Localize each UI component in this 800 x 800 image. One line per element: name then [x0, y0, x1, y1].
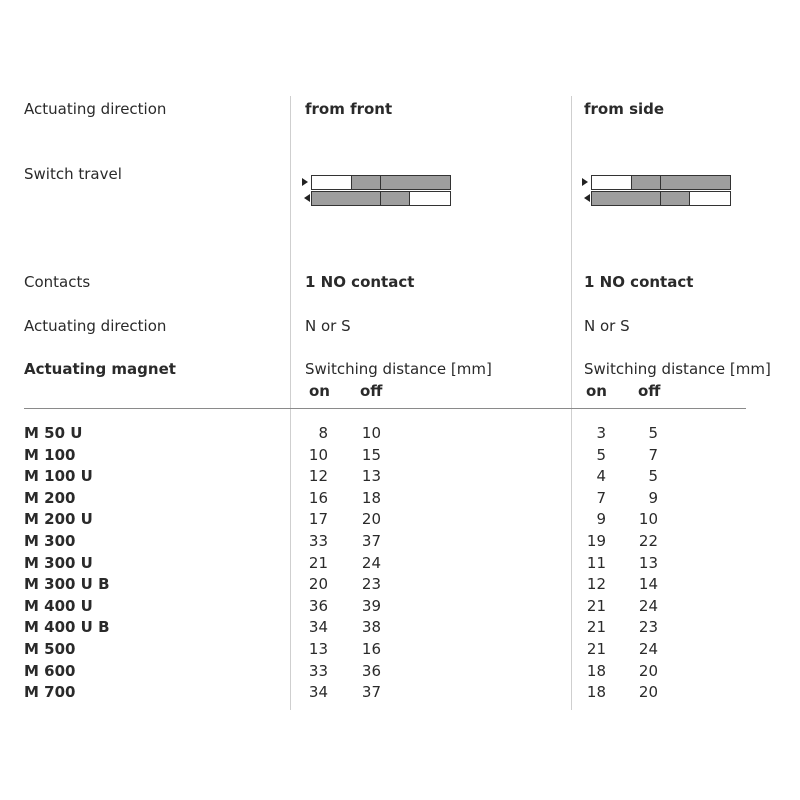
- magnet-name: M 200 U: [24, 510, 93, 529]
- travel-bar-on: [591, 175, 731, 190]
- arrow-left-icon: [304, 194, 310, 202]
- magnet-name: M 400 U: [24, 596, 93, 615]
- side-on-value: 18: [586, 683, 606, 702]
- front-on-value: 21: [308, 553, 328, 572]
- front-on-value: 8: [318, 424, 328, 442]
- front-on-value: 16: [308, 488, 328, 507]
- front-off-value: 13: [361, 467, 381, 486]
- front-on-value: 34: [308, 683, 328, 702]
- travel-bar-off: [591, 191, 731, 206]
- side-on-value: 21: [586, 640, 606, 658]
- magnet-name: M 100 U: [24, 467, 93, 486]
- travel-bar-off: [311, 191, 451, 206]
- side-off-value: 24: [638, 596, 658, 615]
- magnet-name: M 700: [24, 683, 76, 702]
- front-direction: from front: [305, 100, 393, 118]
- magnet-name: M 50 U: [24, 424, 83, 442]
- arrow-right-icon: [302, 178, 308, 186]
- side-direction: from side: [584, 100, 665, 118]
- front-off-value: 36: [361, 661, 381, 680]
- side-on-value: 5: [596, 445, 606, 464]
- label-actuating-direction-2: Actuating direction: [24, 317, 167, 335]
- magnet-name: M 300: [24, 532, 76, 550]
- side-on-header: on: [586, 382, 607, 400]
- side-on-value: 4: [596, 467, 606, 486]
- front-on-header: on: [309, 382, 330, 400]
- front-off-value: 10: [361, 424, 381, 442]
- side-on-value: 11: [586, 553, 606, 572]
- travel-bar-on: [311, 175, 451, 190]
- front-on-value: 12: [308, 467, 328, 486]
- side-on-value: 21: [586, 618, 606, 637]
- front-off-value: 18: [361, 488, 381, 507]
- side-on-value: 12: [586, 575, 606, 594]
- side-on-value: 18: [586, 661, 606, 680]
- front-off-value: 23: [361, 575, 381, 594]
- table-header-rule: [24, 408, 746, 409]
- front-off-value: 15: [361, 445, 381, 464]
- side-off-header: off: [638, 382, 661, 400]
- arrow-left-icon: [584, 194, 590, 202]
- side-on-value: 19: [586, 532, 606, 550]
- magnet-name: M 400 U B: [24, 618, 110, 637]
- front-off-value: 20: [361, 510, 381, 529]
- magnet-name: M 500: [24, 640, 76, 658]
- side-actuating-direction: N or S: [584, 317, 630, 335]
- front-on-value: 10: [308, 445, 328, 464]
- side-switching-distance: Switching distance [mm]: [584, 360, 771, 378]
- magnet-name: M 100: [24, 445, 76, 464]
- front-off-value: 37: [361, 532, 381, 550]
- side-off-value: 5: [648, 467, 658, 486]
- front-on-value: 34: [308, 618, 328, 637]
- side-contacts: 1 NO contact: [584, 273, 694, 291]
- front-contacts: 1 NO contact: [305, 273, 415, 291]
- front-switching-distance: Switching distance [mm]: [305, 360, 492, 378]
- arrow-right-icon: [582, 178, 588, 186]
- front-off-value: 24: [361, 553, 381, 572]
- label-contacts: Contacts: [24, 273, 91, 291]
- side-off-value: 14: [638, 575, 658, 594]
- front-on-value: 33: [308, 532, 328, 550]
- magnet-name: M 600: [24, 661, 76, 680]
- side-switch-travel-diagram: [582, 174, 732, 208]
- front-actuating-direction: N or S: [305, 317, 351, 335]
- front-off-value: 38: [361, 618, 381, 637]
- front-off-value: 39: [361, 596, 381, 615]
- side-on-value: 3: [596, 424, 606, 442]
- front-on-value: 13: [308, 640, 328, 658]
- side-off-value: 20: [638, 683, 658, 702]
- side-off-value: 10: [638, 510, 658, 529]
- side-off-value: 7: [648, 445, 658, 464]
- side-off-value: 9: [648, 488, 658, 507]
- front-switch-travel-diagram: [302, 174, 452, 208]
- front-off-value: 16: [361, 640, 381, 658]
- side-on-value: 21: [586, 596, 606, 615]
- front-off-value: 37: [361, 683, 381, 702]
- front-on-value: 20: [308, 575, 328, 594]
- label-actuating-magnet: Actuating magnet: [24, 360, 176, 378]
- side-on-value: 9: [596, 510, 606, 529]
- front-on-value: 33: [308, 661, 328, 680]
- side-off-value: 24: [638, 640, 658, 658]
- label-switch-travel: Switch travel: [24, 165, 122, 183]
- column-divider-side: [571, 96, 572, 710]
- front-on-value: 17: [308, 510, 328, 529]
- side-off-value: 22: [638, 532, 658, 550]
- side-on-value: 7: [596, 488, 606, 507]
- side-off-value: 13: [638, 553, 658, 572]
- front-on-value: 36: [308, 596, 328, 615]
- side-off-value: 5: [648, 424, 658, 442]
- front-off-header: off: [360, 382, 383, 400]
- side-off-value: 23: [638, 618, 658, 637]
- label-actuating-direction: Actuating direction: [24, 100, 167, 118]
- magnet-name: M 200: [24, 488, 76, 507]
- magnet-name: M 300 U B: [24, 575, 110, 594]
- magnet-name: M 300 U: [24, 553, 93, 572]
- column-divider-front: [290, 96, 291, 710]
- side-off-value: 20: [638, 661, 658, 680]
